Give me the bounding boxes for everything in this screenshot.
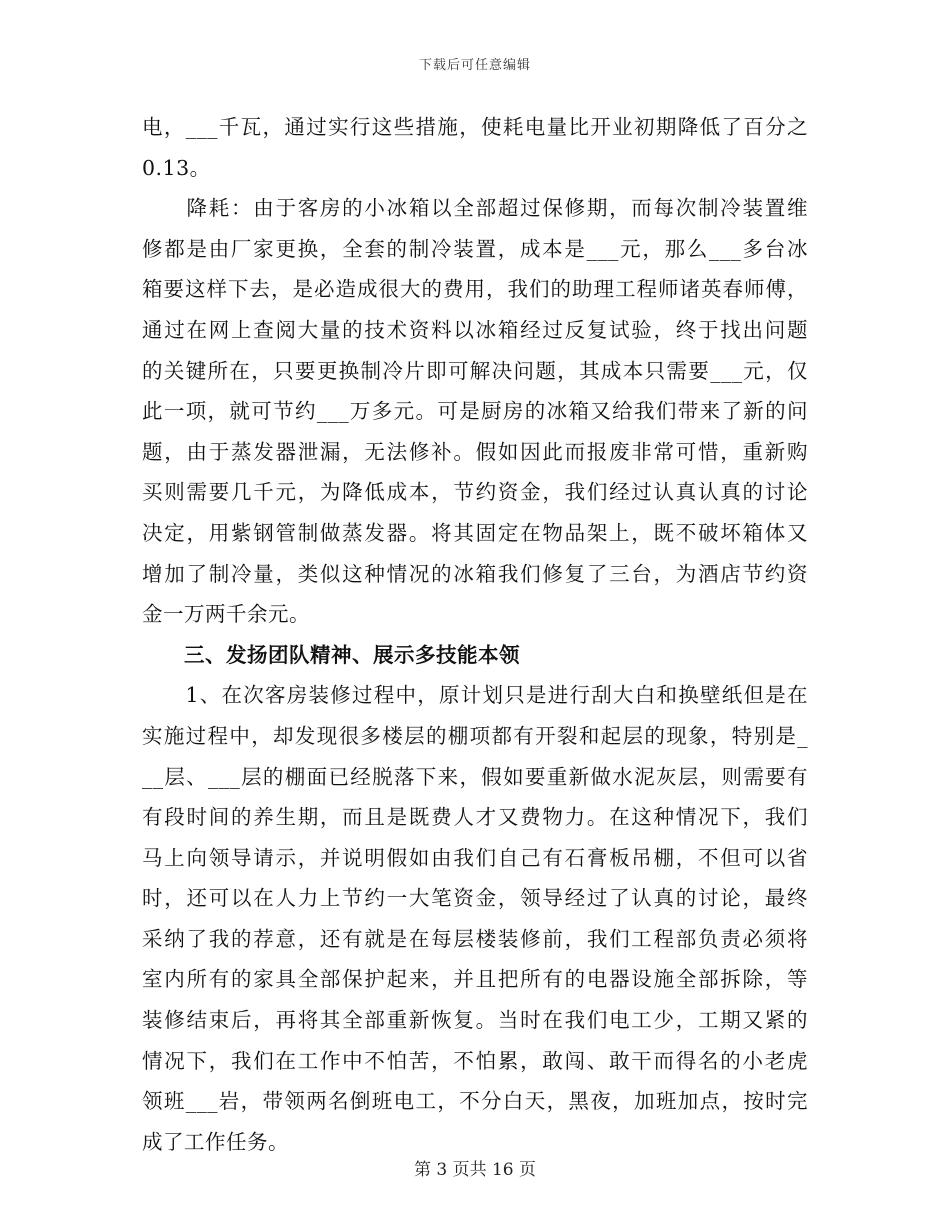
text-line: 装修结束后，再将其全部重新恢复。当时在我们电工少，工期又紧的: [142, 1008, 808, 1033]
document-body: [142, 107, 808, 1162]
text-line: 此一项，就可节约___万多元。可是厨房的冰箱又给我们带来了新的问: [142, 399, 808, 424]
text-line: 室内所有的家具全部保护起来，并且把所有的电器设施全部拆除，等: [142, 967, 808, 992]
section-heading: 三、发扬团队精神、展示多技能本领: [142, 642, 520, 667]
text-line: 降耗：由于客房的小冰箱以全部超过保修期，而每次制冷装置维: [142, 196, 808, 221]
text-line: 1、在次客房装修过程中，原计划只是进行刮大白和换壁纸但是在: [142, 683, 808, 708]
text-line: 马上向领导请示，并说明假如由我们自己有石膏板吊棚，不但可以省: [142, 845, 808, 870]
text-line: 时，还可以在人力上节约一大笔资金，领导经过了认真的讨论，最终: [142, 886, 808, 911]
text-line: 领班___岩，带领两名倒班电工，不分白天，黑夜，加班加点，按时完: [142, 1089, 808, 1114]
page-header: 下载后可任意编辑: [418, 58, 531, 73]
text-line: 箱要这样下去，是必造成很大的费用，我们的助理工程师诸英春师傅，: [142, 277, 808, 302]
text-line: 通过在网上查阅大量的技术资料以冰箱经过反复试验，终于找出问题: [142, 317, 808, 342]
text-line: 有段时间的养生期，而且是既费人才又费物力。在这种情况下，我们: [142, 805, 808, 830]
text-line: 成了工作任务。: [142, 1129, 289, 1154]
text-line: 0.13。: [142, 155, 211, 180]
text-line: 金一万两千余元。: [142, 602, 310, 627]
text-line: 电，___千瓦，通过实行这些措施，使耗电量比开业初期降低了百分之: [142, 115, 808, 139]
text-line: __层、___层的棚面已经脱落下来，假如要重新做水泥灰层，则需要有: [142, 764, 808, 789]
text-line: 修都是由厂家更换，全套的制冷装置，成本是___元，那么___多台冰: [142, 236, 808, 261]
text-line: 买则需要几千元，为降低成本，节约资金，我们经过认真认真的讨论: [142, 480, 808, 505]
text-line: 决定，用紫钢管制做蒸发器。将其固定在物品架上，既不破坏箱体又: [142, 520, 808, 545]
text-line: 采纳了我的荐意，还有就是在每层楼装修前，我们工程部负责必须将: [142, 926, 808, 951]
text-line: 增加了制冷量，类似这种情况的冰箱我们修复了三台，为酒店节约资: [142, 561, 808, 586]
page-number: 第 3 页共 16 页: [413, 1160, 537, 1180]
text-line: 实施过程中，却发现很多楼层的棚项都有开裂和起层的现象，特别是_: [142, 723, 808, 748]
text-line: 题，由于蒸发器泄漏，无法修补。假如因此而报废非常可惜，重新购: [142, 439, 808, 464]
text-line: 情况下，我们在工作中不怕苦，不怕累，敢闯、敢干而得名的小老虎: [142, 1048, 808, 1073]
text-line: 的关键所在，只要更换制冷片即可解决问题，其成本只需要___元，仅: [142, 358, 808, 383]
